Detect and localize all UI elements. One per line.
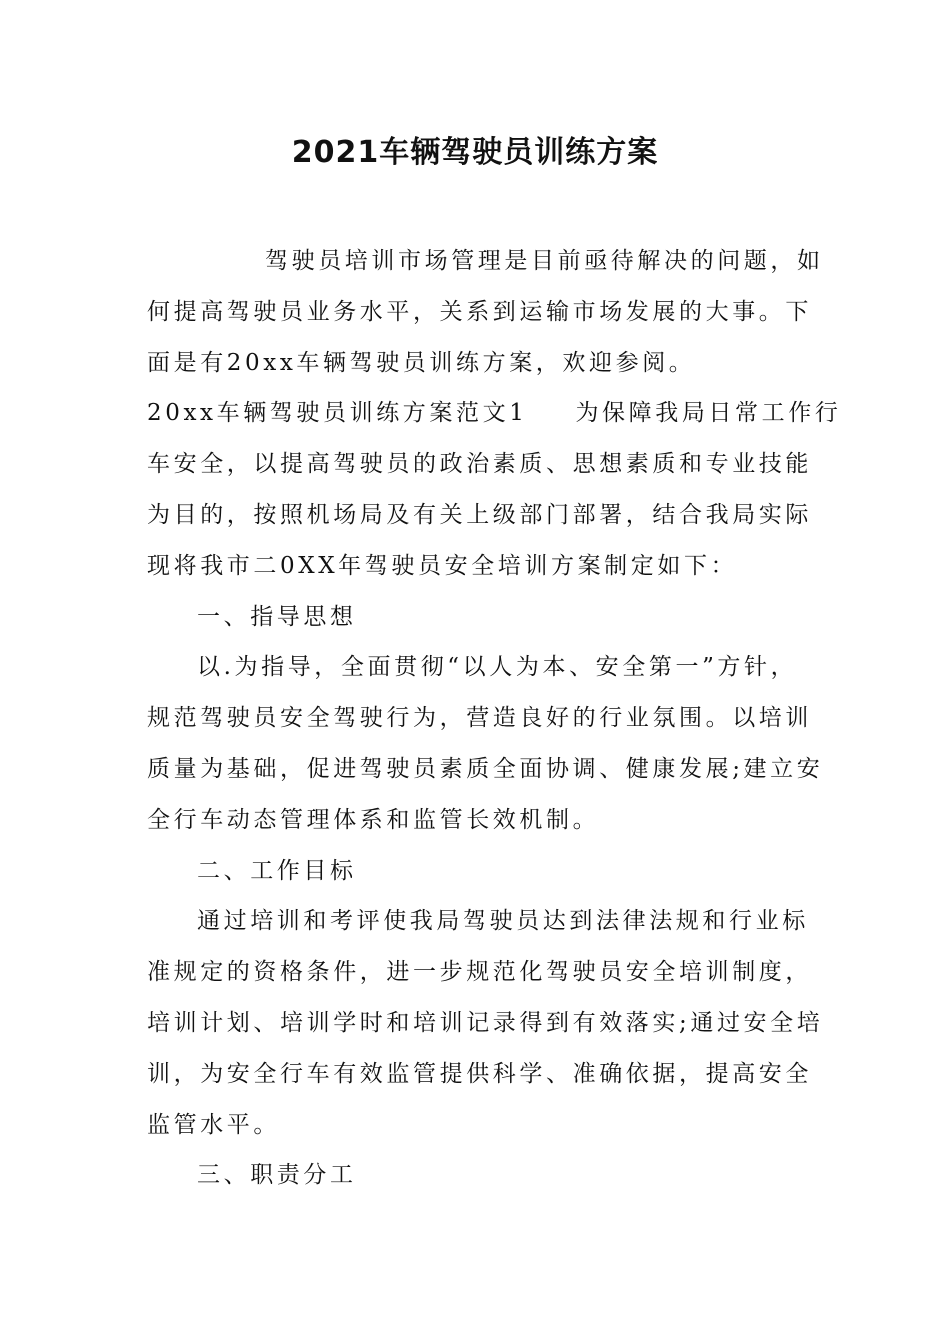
paragraph-line: 车安全，以提高驾驶员的政治素质、思想素质和专业技能: [147, 451, 812, 478]
document-body: [147, 236, 842, 1201]
paragraph-line: 通过培训和考评使我局驾驶员达到法律法规和行业标: [197, 908, 809, 935]
paragraph-line: 培训计划、培训学时和培训记录得到有效落实;通过安全培: [147, 1009, 824, 1036]
paragraph-text: 为保障我局日常工作行: [575, 400, 842, 427]
paragraph-line: 准规定的资格条件，进一步规范化驾驶员安全培训制度，: [147, 959, 812, 986]
page-title: 2021车辆驾驶员训练方案: [291, 135, 659, 170]
paragraph-line: 为目的，按照机场局及有关上级部门部署，结合我局实际: [147, 501, 812, 528]
paragraph-line: 质量为基础，促进驾驶员素质全面协调、健康发展;建立安: [147, 755, 824, 782]
sample-heading: 20xx车辆驾驶员训练方案范文1: [147, 400, 528, 427]
paragraph-line: 监管水平。: [147, 1111, 280, 1138]
section-heading-1: 一、指导思想: [197, 603, 357, 630]
paragraph-line: 驾驶员培训市场管理是目前亟待解决的问题，如: [265, 248, 824, 274]
paragraph-line: 何提高驾驶员业务水平，关系到运输市场发展的大事。下: [147, 298, 812, 325]
paragraph-line-composite: [147, 388, 842, 439]
paragraph-line: 以.为指导，全面贯彻“以人为本、安全第一”方针，: [197, 654, 798, 681]
section-heading-3: 三、职责分工: [197, 1162, 357, 1189]
paragraph-line: 训，为安全行车有效监管提供科学、准确依据，提高安全: [147, 1060, 812, 1087]
section-heading-2: 二、工作目标: [197, 857, 357, 884]
paragraph-line: 规范驾驶员安全驾驶行为，营造良好的行业氛围。以培训: [147, 705, 812, 732]
paragraph-line: 面是有20xx车辆驾驶员训练方案，欢迎参阅。: [147, 349, 696, 376]
paragraph-line: 全行车动态管理体系和监管长效机制。: [147, 806, 600, 833]
paragraph-line: 现将我市二0XX年驾驶员安全培训方案制定如下：: [147, 552, 738, 579]
